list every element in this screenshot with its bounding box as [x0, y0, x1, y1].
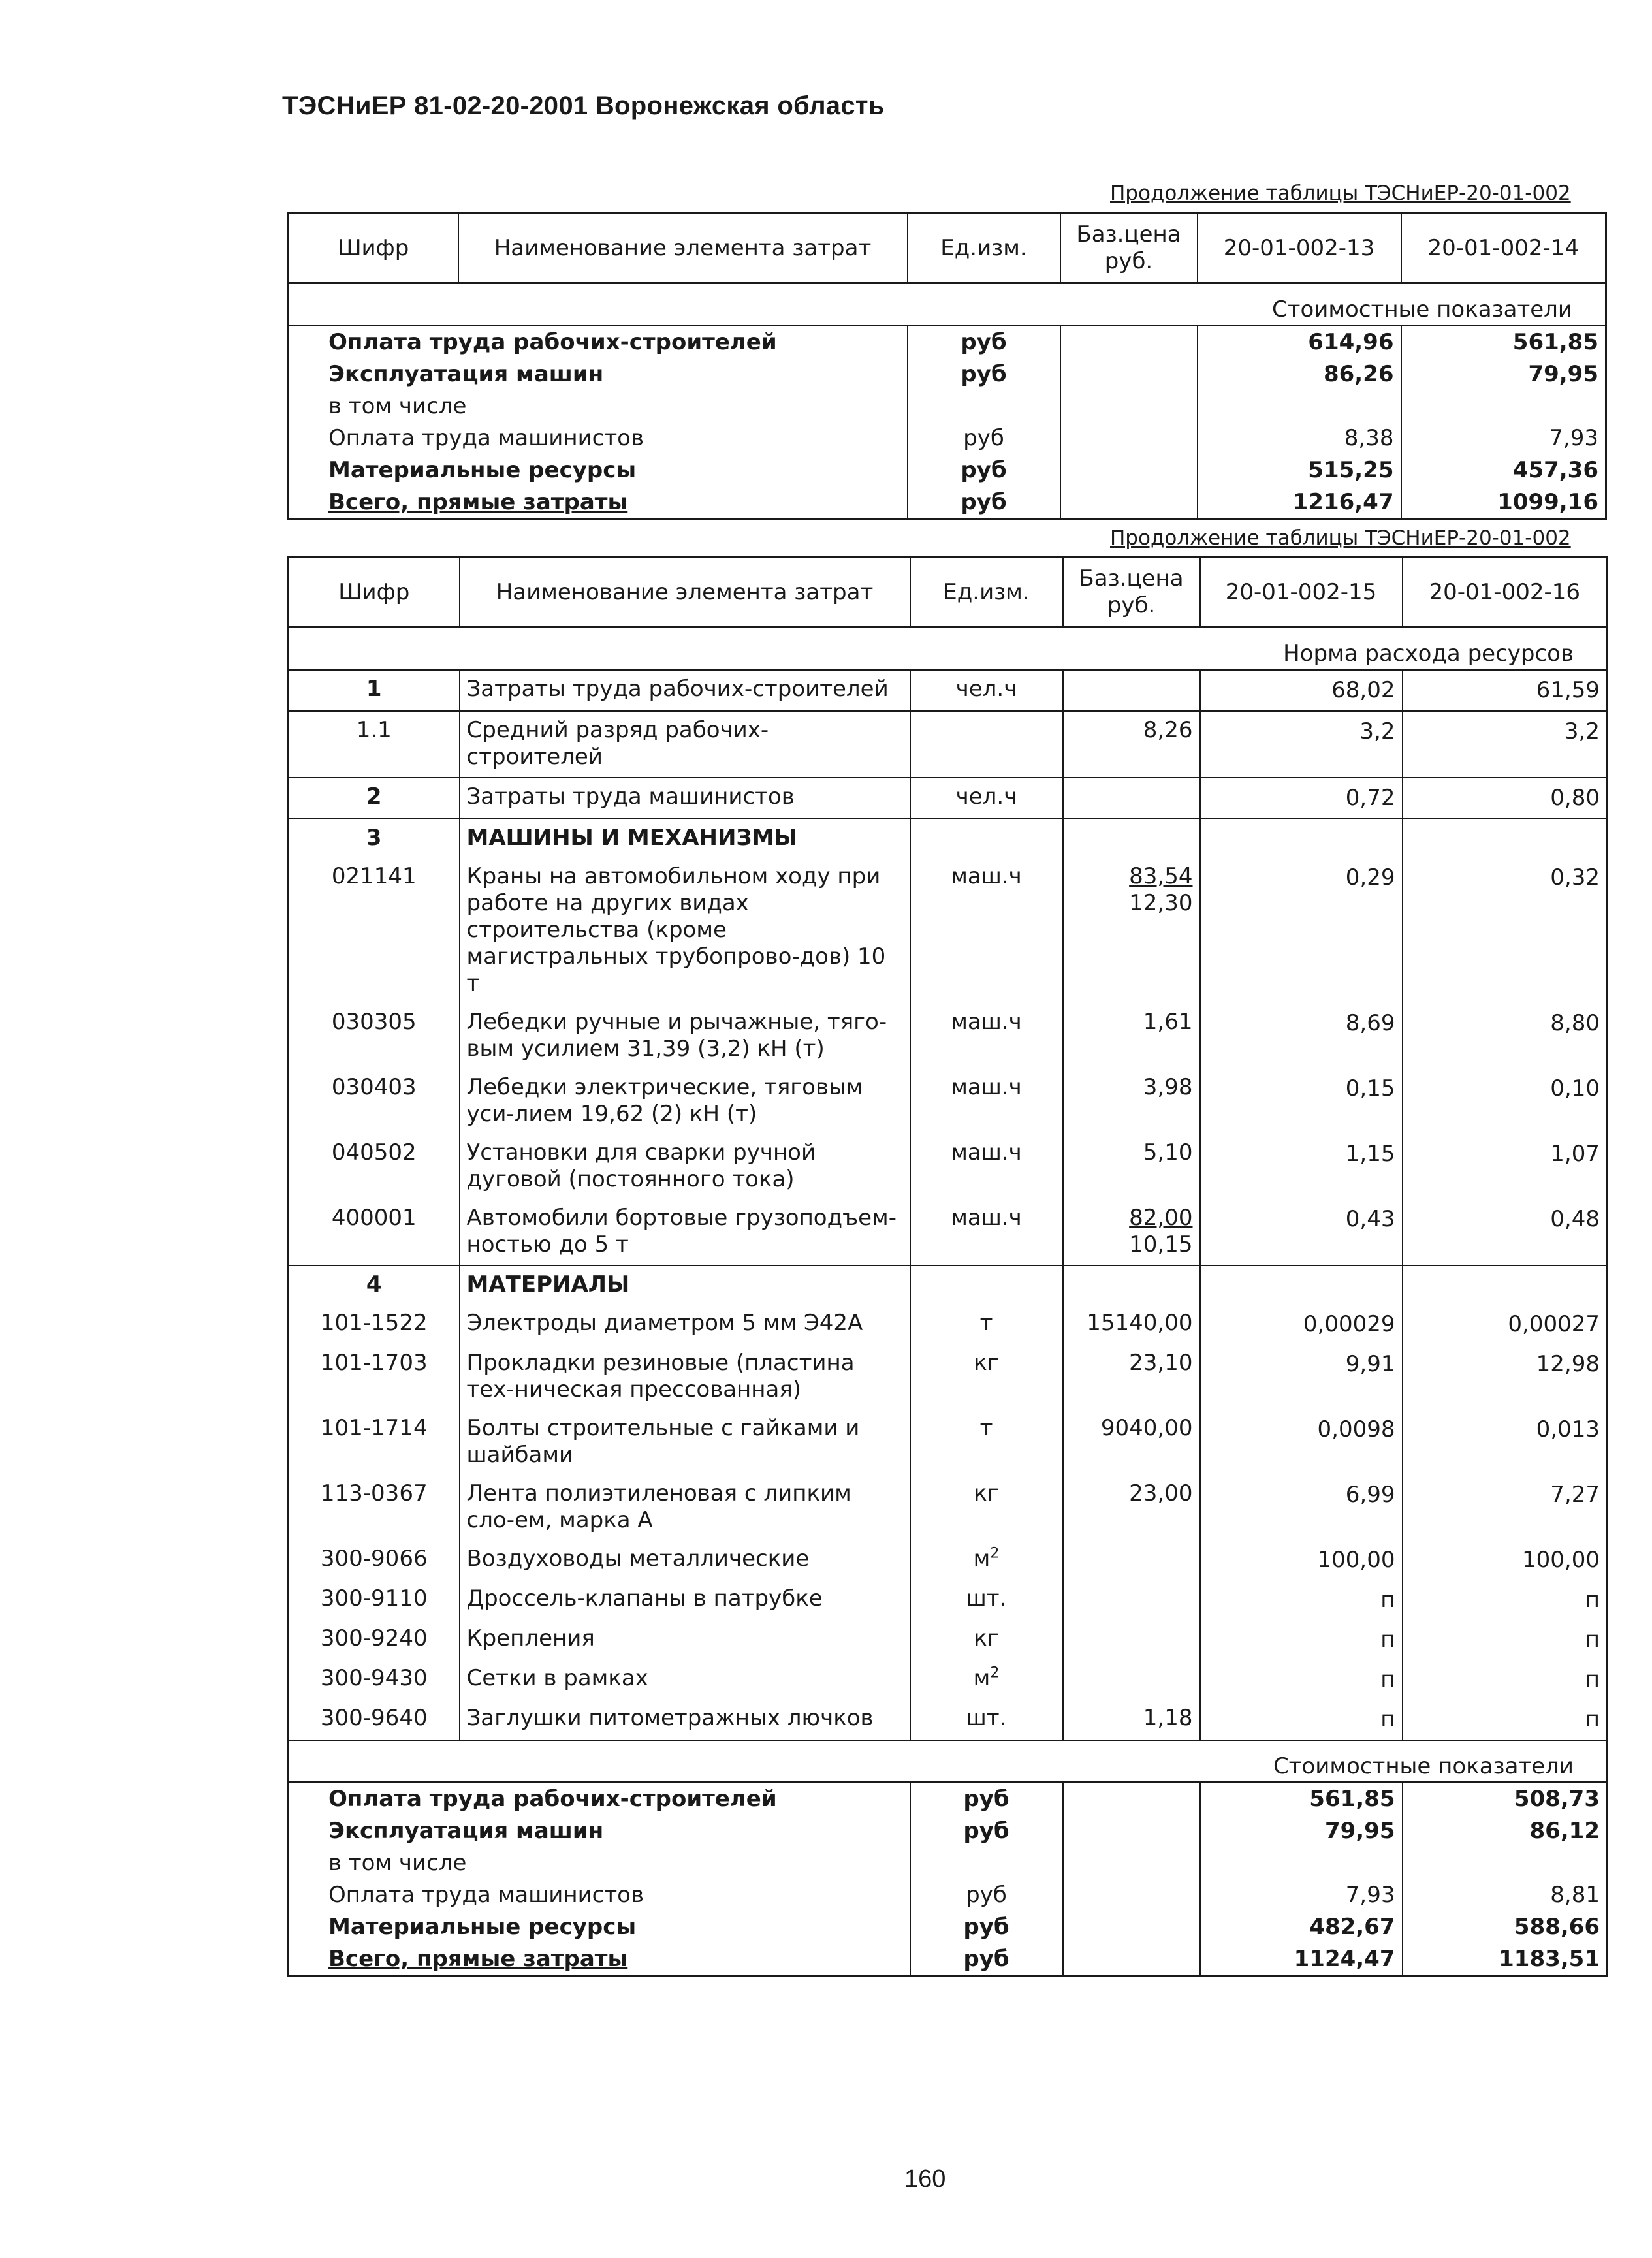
resource-unit: кг: [910, 1620, 1063, 1660]
resource-row: [289, 1660, 1608, 1700]
cost-item-value-a: 515,25: [1198, 454, 1401, 486]
resource-price: [1063, 1200, 1200, 1265]
resource-name: Лента полиэтиленовая с липким сло-ем, марка А: [460, 1475, 910, 1540]
cost-item-name: Эксплуатация машин: [289, 358, 908, 390]
col-name-header: Наименование элемента затрат: [460, 558, 910, 628]
cost-item-value-b: [1401, 390, 1606, 422]
resource-price: 3,98: [1063, 1069, 1200, 1134]
section-cost-label: Стоимостные показатели: [289, 283, 1606, 326]
resource-value-a: 0,72: [1200, 778, 1403, 819]
resource-table-2: [287, 556, 1608, 1977]
resource-price: 1,61: [1063, 1004, 1200, 1069]
cost-item-value-b: 1183,51: [1403, 1943, 1608, 1977]
document-title: ТЭСНиЕР 81-02-20-2001 Воронежская область: [282, 91, 885, 120]
resource-unit: маш.ч: [910, 1200, 1063, 1265]
resource-code: 1.1: [289, 711, 460, 778]
resource-value-a: 0,00029: [1200, 1305, 1403, 1344]
price-denominator: 12,30: [1129, 890, 1193, 916]
resource-value-b: 3,2: [1403, 711, 1608, 778]
cost-item-unit: [908, 390, 1060, 422]
resource-name: Лебедки ручные и рычажные, тяго-вым усилием 31,39 (3,2) кН (т): [460, 1004, 910, 1069]
resource-row: [289, 1069, 1608, 1134]
col-code-header: Шифр: [289, 214, 458, 283]
col-unit-header: Ед.изм.: [910, 558, 1063, 628]
cost-item-price: [1063, 1943, 1200, 1977]
resource-value-a: 6,99: [1200, 1475, 1403, 1540]
resource-price: 23,00: [1063, 1475, 1200, 1540]
resource-value-b: 12,98: [1403, 1344, 1608, 1410]
resource-code: 113-0367: [289, 1475, 460, 1540]
resource-unit: шт.: [910, 1580, 1063, 1620]
resource-name: Электроды диаметром 5 мм Э42А: [460, 1305, 910, 1344]
cost-row: [289, 358, 1606, 390]
cost-item-name: в том числе: [289, 1847, 910, 1879]
resource-value-b: [1403, 819, 1608, 858]
col-a-header: 20-01-002-13: [1198, 214, 1401, 283]
resource-code: 400001: [289, 1200, 460, 1265]
cost-item-price: [1060, 326, 1198, 359]
cost-item-price: [1060, 358, 1198, 390]
cost-item-value-b: 508,73: [1403, 1783, 1608, 1816]
resource-value-a: [1200, 1265, 1403, 1305]
resource-code: 030403: [289, 1069, 460, 1134]
resource-price: [1063, 670, 1200, 712]
resource-name: Сетки в рамках: [460, 1660, 910, 1700]
price-numerator: 83,54: [1129, 863, 1193, 889]
resource-unit: маш.ч: [910, 1069, 1063, 1134]
resource-price: 5,10: [1063, 1134, 1200, 1200]
cost-item-unit: [910, 1847, 1063, 1879]
table2-norm-section-row: [289, 628, 1608, 670]
cost-row: [289, 1847, 1608, 1879]
cost-item-name: Эксплуатация машин: [289, 1815, 910, 1847]
cost-row: [289, 390, 1606, 422]
cost-item-price: [1060, 422, 1198, 454]
resource-name: Болты строительные с гайками и шайбами: [460, 1410, 910, 1475]
resource-unit: шт.: [910, 1700, 1063, 1740]
resource-unit: [910, 1265, 1063, 1305]
cost-item-price: [1063, 1783, 1200, 1816]
resource-price: 1,18: [1063, 1700, 1200, 1740]
resource-row: [289, 1700, 1608, 1740]
resource-code: 300-9640: [289, 1700, 460, 1740]
table2-header: [289, 558, 1608, 628]
resource-value-b: 0,00027: [1403, 1305, 1608, 1344]
cost-item-unit: руб: [910, 1943, 1063, 1977]
cost-item-name: Оплата труда машинистов: [289, 1879, 910, 1911]
cost-item-value-b: [1403, 1847, 1608, 1879]
resource-value-b: 0,80: [1403, 778, 1608, 819]
cost-item-name: Оплата труда рабочих-строителей: [289, 326, 908, 359]
cost-item-name: Материальные ресурсы: [289, 1911, 910, 1943]
resource-unit: маш.ч: [910, 1004, 1063, 1069]
resource-value-a: 0,0098: [1200, 1410, 1403, 1475]
resource-value-a: 9,91: [1200, 1344, 1403, 1410]
cost-item-value-a: 86,26: [1198, 358, 1401, 390]
resource-row: [289, 1540, 1608, 1580]
cost-item-value-b: 588,66: [1403, 1911, 1608, 1943]
resource-value-a: [1200, 819, 1403, 858]
cost-item-name: в том числе: [289, 390, 908, 422]
resource-value-a: 1,15: [1200, 1134, 1403, 1200]
resource-unit: $м^2$: [910, 1660, 1063, 1700]
resource-price: [1063, 778, 1200, 819]
cost-item-unit: руб: [908, 326, 1060, 359]
resource-value-a: 8,69: [1200, 1004, 1403, 1069]
cost-item-name: [289, 486, 908, 520]
table2-continuation: Продолжение таблицы ТЭСНиЕР-20-01-002: [1110, 526, 1571, 550]
cost-item-value-b: 561,85: [1401, 326, 1606, 359]
resource-code: 030305: [289, 1004, 460, 1069]
cost-item-value-a: [1198, 390, 1401, 422]
cost-item-value-a: 79,95: [1200, 1815, 1403, 1847]
cost-item-unit: руб: [908, 454, 1060, 486]
cost-row: [289, 486, 1606, 520]
table2-cost-body: [289, 1783, 1608, 1977]
resource-name: Установки для сварки ручной дуговой (постоянного тока): [460, 1134, 910, 1200]
cost-item-price: [1060, 486, 1198, 520]
cost-item-value-b: 1099,16: [1401, 486, 1606, 520]
resource-name: МАШИНЫ И МЕХАНИЗМЫ: [460, 819, 910, 858]
cost-item-price: [1063, 1815, 1200, 1847]
resource-row: [289, 1580, 1608, 1620]
resource-value-a: п: [1200, 1580, 1403, 1620]
unit-superscript: 2: [990, 1545, 1000, 1562]
resource-code: 300-9430: [289, 1660, 460, 1700]
cost-item-price: [1063, 1879, 1200, 1911]
resource-row: [289, 1475, 1608, 1540]
cost-item-price: [1063, 1911, 1200, 1943]
total-label: Всего, прямые затраты: [328, 489, 628, 515]
resource-code: 4: [289, 1265, 460, 1305]
resource-code: 300-9110: [289, 1580, 460, 1620]
cost-table-1: [287, 212, 1607, 520]
resource-row: [289, 819, 1608, 858]
cost-row: [289, 454, 1606, 486]
resource-row: [289, 1305, 1608, 1344]
resource-value-b: 7,27: [1403, 1475, 1608, 1540]
resource-value-a: п: [1200, 1660, 1403, 1700]
cost-item-value-a: 1216,47: [1198, 486, 1401, 520]
cost-item-value-b: 7,93: [1401, 422, 1606, 454]
resource-code: 021141: [289, 858, 460, 1004]
cost-item-value-b: 8,81: [1403, 1879, 1608, 1911]
resource-price: [1063, 1265, 1200, 1305]
resource-value-b: п: [1403, 1580, 1608, 1620]
table1-body: [289, 326, 1606, 520]
cost-row: [289, 1911, 1608, 1943]
resource-code: 101-1703: [289, 1344, 460, 1410]
col-b-header: 20-01-002-16: [1403, 558, 1608, 628]
col-code-header: Шифр: [289, 558, 460, 628]
cost-row: [289, 1943, 1608, 1977]
resource-name: Затраты труда машинистов: [460, 778, 910, 819]
resource-price: 8,26: [1063, 711, 1200, 778]
resource-value-b: 0,10: [1403, 1069, 1608, 1134]
resource-row: [289, 778, 1608, 819]
unit-superscript: 2: [990, 1664, 1000, 1681]
resource-value-a: 68,02: [1200, 670, 1403, 712]
price-denominator: 10,15: [1129, 1232, 1193, 1258]
table1-continuation: Продолжение таблицы ТЭСНиЕР-20-01-002: [1110, 182, 1571, 205]
resource-value-b: 0,48: [1403, 1200, 1608, 1265]
cost-item-value-a: 8,38: [1198, 422, 1401, 454]
cost-item-value-a: [1200, 1847, 1403, 1879]
cost-item-unit: руб: [910, 1815, 1063, 1847]
resource-unit: т: [910, 1305, 1063, 1344]
col-price-header: Баз.цена руб.: [1060, 214, 1198, 283]
resource-unit: чел.ч: [910, 670, 1063, 712]
cost-item-unit: руб: [910, 1879, 1063, 1911]
resource-name: Крепления: [460, 1620, 910, 1660]
resource-code: 101-1714: [289, 1410, 460, 1475]
resource-name: Дроссель-клапаны в патрубке: [460, 1580, 910, 1620]
resource-row: [289, 1344, 1608, 1410]
resource-row: [289, 858, 1608, 1004]
resource-name: Автомобили бортовые грузоподъем-ностью до 5 т: [460, 1200, 910, 1265]
cost-item-price: [1060, 454, 1198, 486]
resource-code: 1: [289, 670, 460, 712]
cost-item-name: Материальные ресурсы: [289, 454, 908, 486]
resource-price: 23,10: [1063, 1344, 1200, 1410]
cost-item-value-b: 79,95: [1401, 358, 1606, 390]
cost-item-name: Оплата труда машинистов: [289, 422, 908, 454]
cost-item-unit: руб: [910, 1911, 1063, 1943]
col-a-header: 20-01-002-15: [1200, 558, 1403, 628]
cost-item-value-a: 7,93: [1200, 1879, 1403, 1911]
resource-value-b: п: [1403, 1660, 1608, 1700]
resource-price: 9040,00: [1063, 1410, 1200, 1475]
cost-row: [289, 1815, 1608, 1847]
cost-item-name: Оплата труда рабочих-строителей: [289, 1783, 910, 1816]
resource-unit: [910, 711, 1063, 778]
cost-row: [289, 326, 1606, 359]
resource-row: [289, 670, 1608, 712]
resource-value-a: 100,00: [1200, 1540, 1403, 1580]
cost-row: [289, 422, 1606, 454]
resource-value-b: 100,00: [1403, 1540, 1608, 1580]
resource-row: [289, 1410, 1608, 1475]
resource-code: 101-1522: [289, 1305, 460, 1344]
resource-name: Затраты труда рабочих-строителей: [460, 670, 910, 712]
resource-row: [289, 1134, 1608, 1200]
cost-item-value-a: 561,85: [1200, 1783, 1403, 1816]
resource-price: [1063, 1660, 1200, 1700]
col-b-header: 20-01-002-14: [1401, 214, 1606, 283]
resource-value-b: 8,80: [1403, 1004, 1608, 1069]
resource-code: 040502: [289, 1134, 460, 1200]
resource-unit: чел.ч: [910, 778, 1063, 819]
resource-price: [1063, 1540, 1200, 1580]
cost-item-unit: руб: [908, 422, 1060, 454]
resource-value-a: 0,15: [1200, 1069, 1403, 1134]
table1-section-row: [289, 283, 1606, 326]
resource-value-a: п: [1200, 1620, 1403, 1660]
resource-unit: кг: [910, 1475, 1063, 1540]
cost-item-price: [1060, 390, 1198, 422]
cost-item-unit: руб: [910, 1783, 1063, 1816]
resource-name: Воздуховоды металлические: [460, 1540, 910, 1580]
col-unit-header: Ед.изм.: [908, 214, 1060, 283]
resource-name: МАТЕРИАЛЫ: [460, 1265, 910, 1305]
resource-unit: кг: [910, 1344, 1063, 1410]
page-number: 160: [904, 2165, 946, 2193]
resource-price: [1063, 1580, 1200, 1620]
resource-name: Заглушки питометражных лючков: [460, 1700, 910, 1740]
section-cost-label: Стоимостные показатели: [289, 1740, 1608, 1783]
resource-row: [289, 1200, 1608, 1265]
resource-value-b: 1,07: [1403, 1134, 1608, 1200]
col-price-header: Баз.цена руб.: [1063, 558, 1200, 628]
resource-row: [289, 1265, 1608, 1305]
resource-price: 15140,00: [1063, 1305, 1200, 1344]
resource-name: Лебедки электрические, тяговым уси-лием 19,62 (2) кН (т): [460, 1069, 910, 1134]
resource-row: [289, 711, 1608, 778]
resource-name: Прокладки резиновые (пластина тех-ническая прессованная): [460, 1344, 910, 1410]
resource-price: [1063, 858, 1200, 1004]
table2-cost-section-row: [289, 1740, 1608, 1783]
resource-value-a: 0,29: [1200, 858, 1403, 1004]
resource-value-b: п: [1403, 1620, 1608, 1660]
resource-unit: т: [910, 1410, 1063, 1475]
cost-item-price: [1063, 1847, 1200, 1879]
resource-value-b: [1403, 1265, 1608, 1305]
resource-row: [289, 1620, 1608, 1660]
resource-name: Средний разряд рабочих-строителей: [460, 711, 910, 778]
resource-unit: $м^2$: [910, 1540, 1063, 1580]
resource-unit: маш.ч: [910, 1134, 1063, 1200]
cost-row: [289, 1879, 1608, 1911]
resource-price: [1063, 1620, 1200, 1660]
resource-value-b: п: [1403, 1700, 1608, 1740]
cost-row: [289, 1783, 1608, 1816]
cost-item-value-a: 614,96: [1198, 326, 1401, 359]
cost-item-name: [289, 1943, 910, 1977]
resource-value-a: п: [1200, 1700, 1403, 1740]
section-norm-label: Норма расхода ресурсов: [289, 628, 1608, 670]
table2-body: [289, 670, 1608, 1741]
resource-value-b: 61,59: [1403, 670, 1608, 712]
resource-code: 2: [289, 778, 460, 819]
price-numerator: 82,00: [1129, 1205, 1193, 1231]
resource-value-a: 3,2: [1200, 711, 1403, 778]
cost-item-value-a: 482,67: [1200, 1911, 1403, 1943]
resource-unit: маш.ч: [910, 858, 1063, 1004]
resource-value-b: 0,32: [1403, 858, 1608, 1004]
table1-header: [289, 214, 1606, 283]
resource-price: [1063, 819, 1200, 858]
cost-item-unit: руб: [908, 486, 1060, 520]
resource-unit: [910, 819, 1063, 858]
resource-code: 300-9066: [289, 1540, 460, 1580]
resource-value-a: 0,43: [1200, 1200, 1403, 1265]
resource-code: 3: [289, 819, 460, 858]
col-name-header: Наименование элемента затрат: [458, 214, 908, 283]
cost-item-value-b: 86,12: [1403, 1815, 1608, 1847]
cost-item-unit: руб: [908, 358, 1060, 390]
resource-code: 300-9240: [289, 1620, 460, 1660]
resource-name: Краны на автомобильном ходу при работе на других видах строительства (кроме магистральных трубопрово-дов) 10 т: [460, 858, 910, 1004]
resource-value-b: 0,013: [1403, 1410, 1608, 1475]
cost-item-value-b: 457,36: [1401, 454, 1606, 486]
total-label: Всего, прямые затраты: [328, 1946, 628, 1972]
resource-row: [289, 1004, 1608, 1069]
cost-item-value-a: 1124,47: [1200, 1943, 1403, 1977]
